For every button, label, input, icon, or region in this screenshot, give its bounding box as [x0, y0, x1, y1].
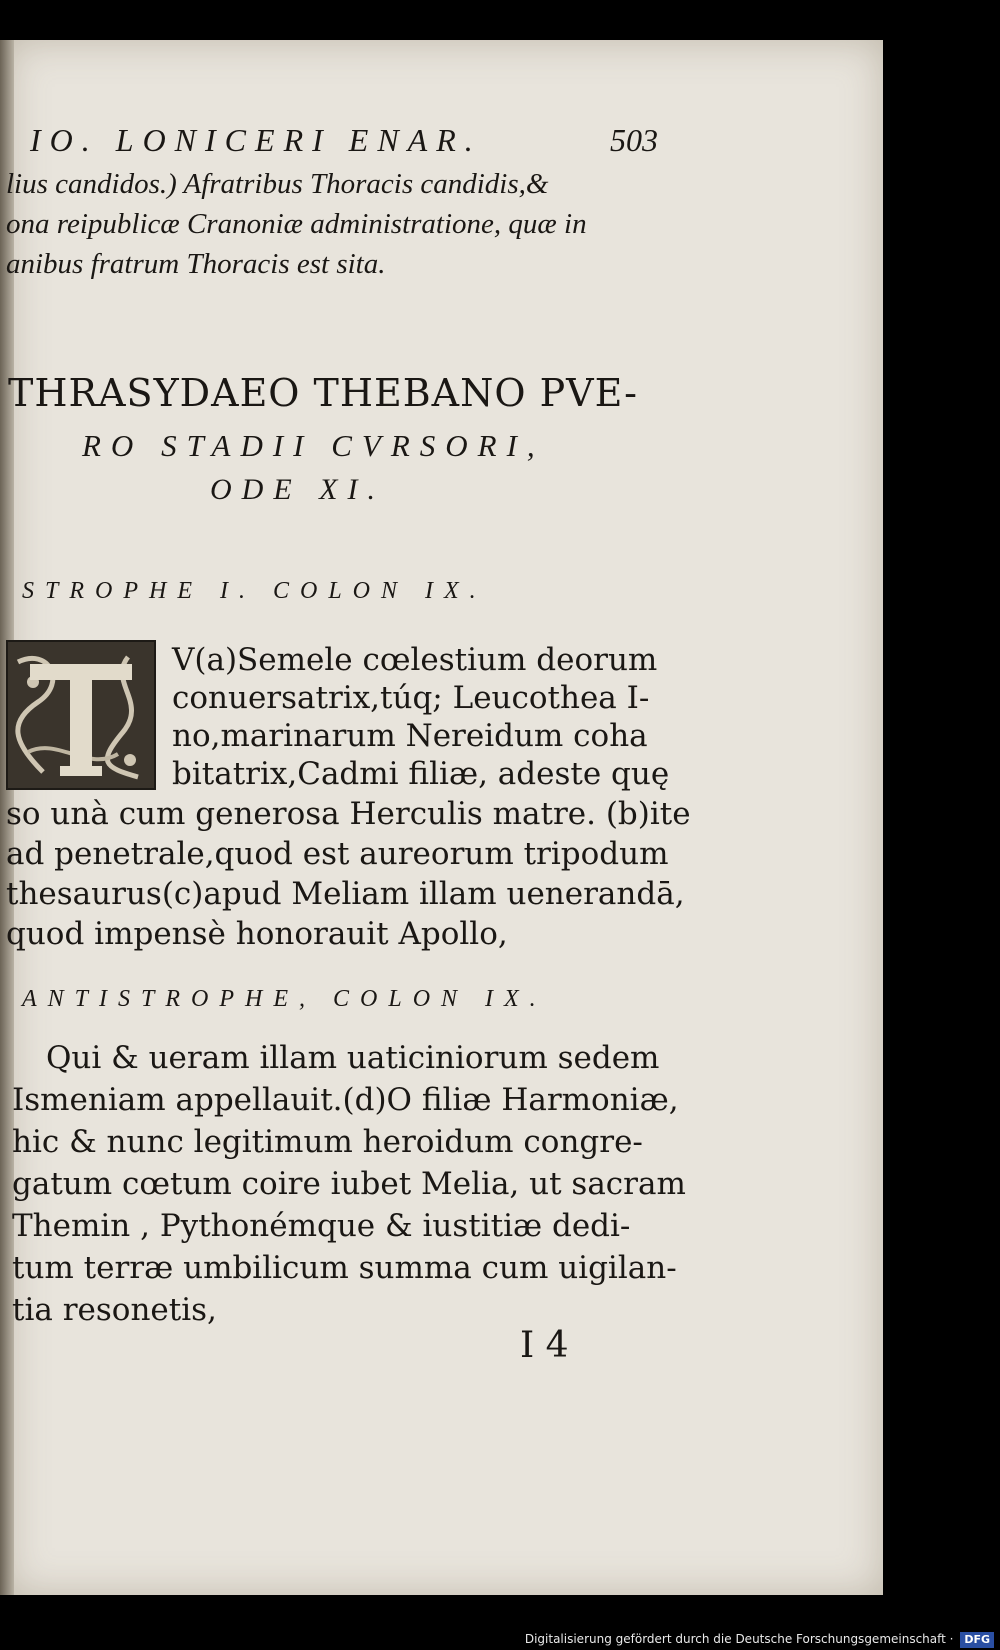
antistrophe-heading: ANTISTROPHE, COLON IX.: [22, 986, 547, 1012]
antistrophe-line: tia resonetis,: [12, 1292, 217, 1328]
strophe-line: bitatrix,Cadmi filiæ, adeste quę: [172, 756, 670, 792]
strophe-line: no,marinarum Nereidum coha: [172, 718, 648, 754]
page-number: 503: [610, 122, 658, 158]
strophe-line: ad penetrale,quod est aureorum tripodum: [6, 836, 669, 872]
running-head: [30, 122, 658, 159]
strophe-line: so unà cum generosa Herculis matre. (b)ite: [6, 796, 691, 832]
signature-mark: I 4: [520, 1325, 569, 1366]
running-head-title: IO. LONICERI ENAR.: [30, 122, 482, 158]
initial-letter: [8, 788, 9, 789]
digitization-credit: [519, 1628, 1000, 1650]
dfg-logo: DFG: [960, 1632, 994, 1648]
note-line: anibus fratrum Thoracis est sita.: [6, 248, 386, 280]
ode-title-line-3: ODE XI.: [210, 473, 385, 506]
strophe-line: conuersatrix,túq; Leucothea I-: [172, 680, 650, 716]
ode-title-line-2: RO STADII CVRSORI,: [82, 428, 545, 463]
antistrophe-line: hic & nunc legitimum heroidum congre-: [12, 1124, 643, 1160]
note-line: ona reipublicæ Cranoniæ administratione, quæ in: [6, 208, 587, 240]
ode-title-line-1: THRASYDAEO THEBANO PVE-: [8, 371, 638, 415]
strophe-line: V(a)Semele cœlestium deorum: [172, 642, 658, 678]
note-line: lius candidos.) Afratribus Thoracis candidis,&: [6, 168, 549, 200]
antistrophe-line: Qui & ueram illam uaticiniorum sedem: [46, 1040, 660, 1076]
antistrophe-line: gatum cœtum coire iubet Melia, ut sacram: [12, 1166, 686, 1202]
decorated-initial-T: [6, 640, 156, 790]
antistrophe-line: Ismeniam appellauit.(d)O filiæ Harmoniæ,: [12, 1082, 679, 1118]
credit-text: Digitalisierung gefördert durch die Deutsche Forschungsgemeinschaft ·: [524, 1632, 954, 1646]
strophe-line: thesaurus(c)apud Meliam illam uenerandā,: [6, 876, 685, 912]
strophe-line: quod impensè honorauit Apollo,: [6, 916, 508, 952]
antistrophe-line: Themin , Pythonémque & iustitiæ dedi-: [12, 1208, 631, 1244]
strophe-heading: STROPHE I. COLON IX.: [22, 578, 487, 604]
antistrophe-line: tum terræ umbilicum summa cum uigilan-: [12, 1250, 677, 1286]
